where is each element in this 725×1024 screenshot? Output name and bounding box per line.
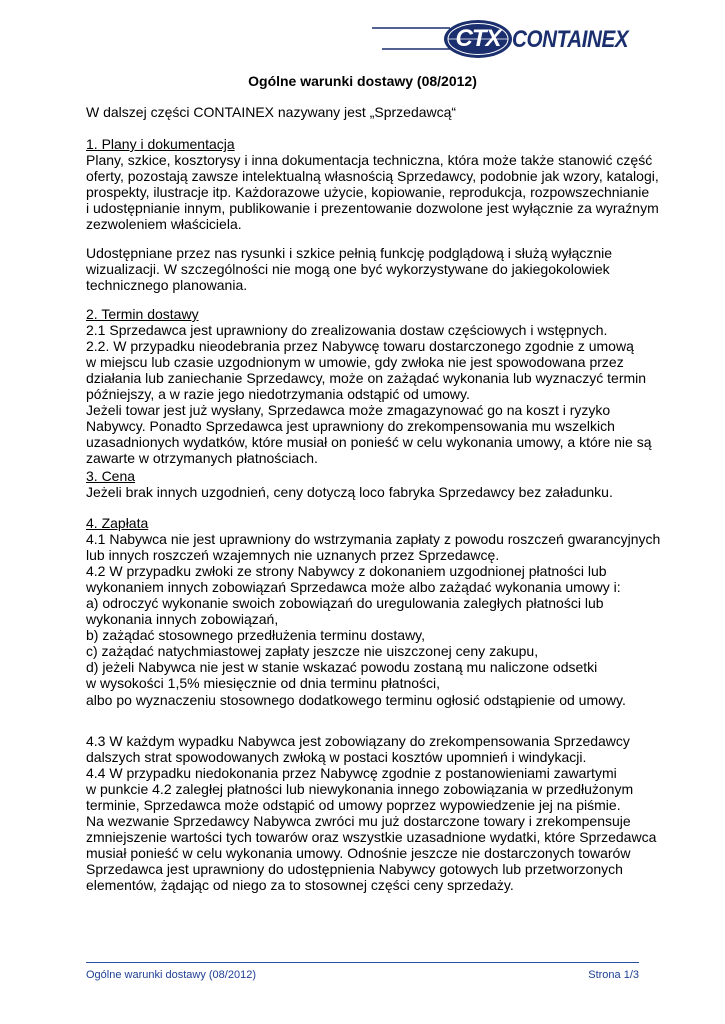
section-2-heading: 2. Termin dostawy bbox=[86, 306, 199, 322]
section-4-line: c) zażądać natychmiastowej zapłaty jeszcze nie uiszczonej ceny zakupu, bbox=[86, 643, 539, 660]
section-1-line: zezwoleniem właściciela. bbox=[86, 216, 242, 233]
section-4-line: wykonania innych zobowiązań, bbox=[86, 611, 279, 628]
section-4-line: terminie, Sprzedawca może odstąpić od umowy poprzez wypowiedzenie jej na piśmie. bbox=[86, 797, 621, 814]
section-4-line: 4.3 W każdym wypadku Nabywca jest zobowiązany do zrekompensowania Sprzedawcy bbox=[86, 733, 630, 749]
section-1-line: wizualizacji. W szczególności nie mogą one być wykorzystywane do jakiegokolowiek bbox=[86, 261, 610, 278]
section-1-heading: 1. Plany i dokumentacja bbox=[86, 136, 235, 152]
logo-mark: CTX bbox=[455, 25, 501, 52]
logo-name: CONTAINEX bbox=[512, 26, 629, 53]
section-2-line: zawarte w otrzymanych płatnościach. bbox=[86, 450, 318, 467]
section-4-continued bbox=[86, 733, 657, 894]
section-1-line: i udostępnianie innym, publikowanie i prezentowanie dozwolone jest wyłącznie za wyraźnym bbox=[86, 200, 659, 217]
section-2-line: Jeżeli towar jest już wysłany, Sprzedawca może zmagazynować go na koszt i ryzyko bbox=[86, 402, 611, 419]
section-4-line: Sprzedawca jest uprawniony do udostępnienia Nabywcy gotowych lub przetworzonych bbox=[86, 861, 623, 878]
section-1 bbox=[86, 136, 659, 233]
containex-logo bbox=[372, 18, 634, 60]
section-4-line: elementów, żądając od niego za to stosownej części ceny sprzedaży. bbox=[86, 877, 514, 894]
section-4-line: b) zażądać stosownego przedłużenia terminu dostawy, bbox=[86, 627, 426, 644]
section-2-line: późniejszy, a w razie jego niedotrzymania odstąpić od umowy. bbox=[86, 386, 470, 403]
intro-text: W dalszej części CONTAINEX nazywany jest „Sprzedawcą“ bbox=[86, 104, 457, 120]
section-2-line: uzasadnionych wydatków, które musiał on ponieść w celu wykonania umowy, a które nie są bbox=[86, 434, 652, 451]
section-4-line: w wysokości 1,5% miesięcznie od dnia terminu płatności, bbox=[86, 675, 441, 692]
section-1-line: oferty, pozostają zawsze intelektualną własnością Sprzedawcy, podobnie jak wzory, katalogi, bbox=[86, 168, 659, 185]
section-2-line: 2.2. W przypadku nieodebrania przez Nabywcę towaru dostarczonego zgodnie z umową bbox=[86, 338, 634, 355]
section-4-line: wykonaniem innych zobowiązań Sprzedawca może albo zażądać wykonania umowy i: bbox=[86, 579, 621, 596]
section-1-line: prospekty, ilustracje itp. Każdorazowe użycie, kopiowanie, reprodukcja, rozpowszechnianie bbox=[86, 184, 650, 201]
section-4-line: lub innych roszczeń wzajemnych nie uznanych przez Sprzedawcę. bbox=[86, 547, 500, 564]
footer-page-number: Strona 1/3 bbox=[588, 969, 639, 981]
section-2 bbox=[86, 306, 652, 467]
section-4-line: a) odroczyć wykonanie swoich zobowiązań do uregulowania zaległych płatności lub bbox=[86, 595, 604, 612]
document-title: Ogólne warunki dostawy (08/2012) bbox=[248, 73, 477, 89]
section-2-line: Nabywcy. Ponadto Sprzedawca jest uprawniony do zrekompensowania mu wszelkich bbox=[86, 418, 615, 435]
footer-document-title: Ogólne warunki dostawy (08/2012) bbox=[86, 969, 256, 981]
section-1-line: technicznego planowania. bbox=[86, 277, 248, 294]
section-4-line: 4.4 W przypadku niedokonania przez Nabywcę zgodnie z postanowieniami zawartymi bbox=[86, 765, 617, 782]
section-4-line: 4.1 Nabywca nie jest uprawniony do wstrzymania zapłaty z powodu roszczeń gwarancyjnych bbox=[86, 531, 661, 548]
section-4-line: dalszych strat spowodowanych zwłoką w postaci kosztów upomnień i windykacji. bbox=[86, 749, 587, 766]
section-1-paragraph-2 bbox=[86, 245, 646, 293]
section-1-line: Udostępniane przez nas rysunki i szkice pełnią funkcję podglądową i służą wyłącznie bbox=[86, 245, 613, 261]
section-3-heading: 3. Cena bbox=[86, 468, 136, 484]
section-4-line: d) jeżeli Nabywca nie jest w stanie wskazać powodu zostaną mu naliczone odsetki bbox=[86, 659, 598, 676]
section-3-line: Jeżeli brak innych uzgodnień, ceny dotyczą loco fabryka Sprzedawcy bez załadunku. bbox=[86, 484, 613, 501]
section-4-line: zmniejszenie wartości tych towarów oraz wszystkie uzasadnione wydatki, które Sprzedawca bbox=[86, 829, 657, 846]
intro-paragraph bbox=[86, 104, 646, 120]
section-4-heading: 4. Zapłata bbox=[86, 515, 149, 531]
section-1-line: Plany, szkice, kosztorysy i inna dokumentacja techniczna, która może także stanowić część bbox=[86, 152, 653, 169]
section-4-line: musiał ponieść w celu wykonania umowy. Odnośnie jeszcze nie dostarczonych towarów bbox=[86, 845, 631, 862]
section-4-line: w punkcie 4.2 zaległej płatności lub niewykonania innego zobowiązania w przedłużonym bbox=[86, 781, 634, 798]
section-4-line: Na wezwanie Sprzedawcy Nabywca zwróci mu już dostarczone towary i zrekompensuje bbox=[86, 813, 631, 830]
section-4 bbox=[86, 515, 661, 708]
section-4-line: albo po wyznaczeniu stosownego dodatkowego terminu ogłosić odstąpienie od umowy. bbox=[86, 691, 626, 708]
section-2-line: 2.1 Sprzedawca jest uprawniony do zrealizowania dostaw częściowych i wstępnych. bbox=[86, 322, 608, 339]
section-2-line: działania lub zaniechanie Sprzedawcy, może on zażądać wykonania lub wyznaczyć termin bbox=[86, 370, 647, 387]
footer-divider bbox=[86, 962, 639, 963]
section-4-line: 4.2 W przypadku zwłoki ze strony Nabywcy z dokonaniem uzgodnionej płatności lub bbox=[86, 563, 607, 580]
section-2-line: w miejscu lub czasie uzgodnionym w umowie, gdy zwłoka nie jest spowodowana przez bbox=[86, 354, 624, 371]
section-3 bbox=[86, 468, 646, 500]
